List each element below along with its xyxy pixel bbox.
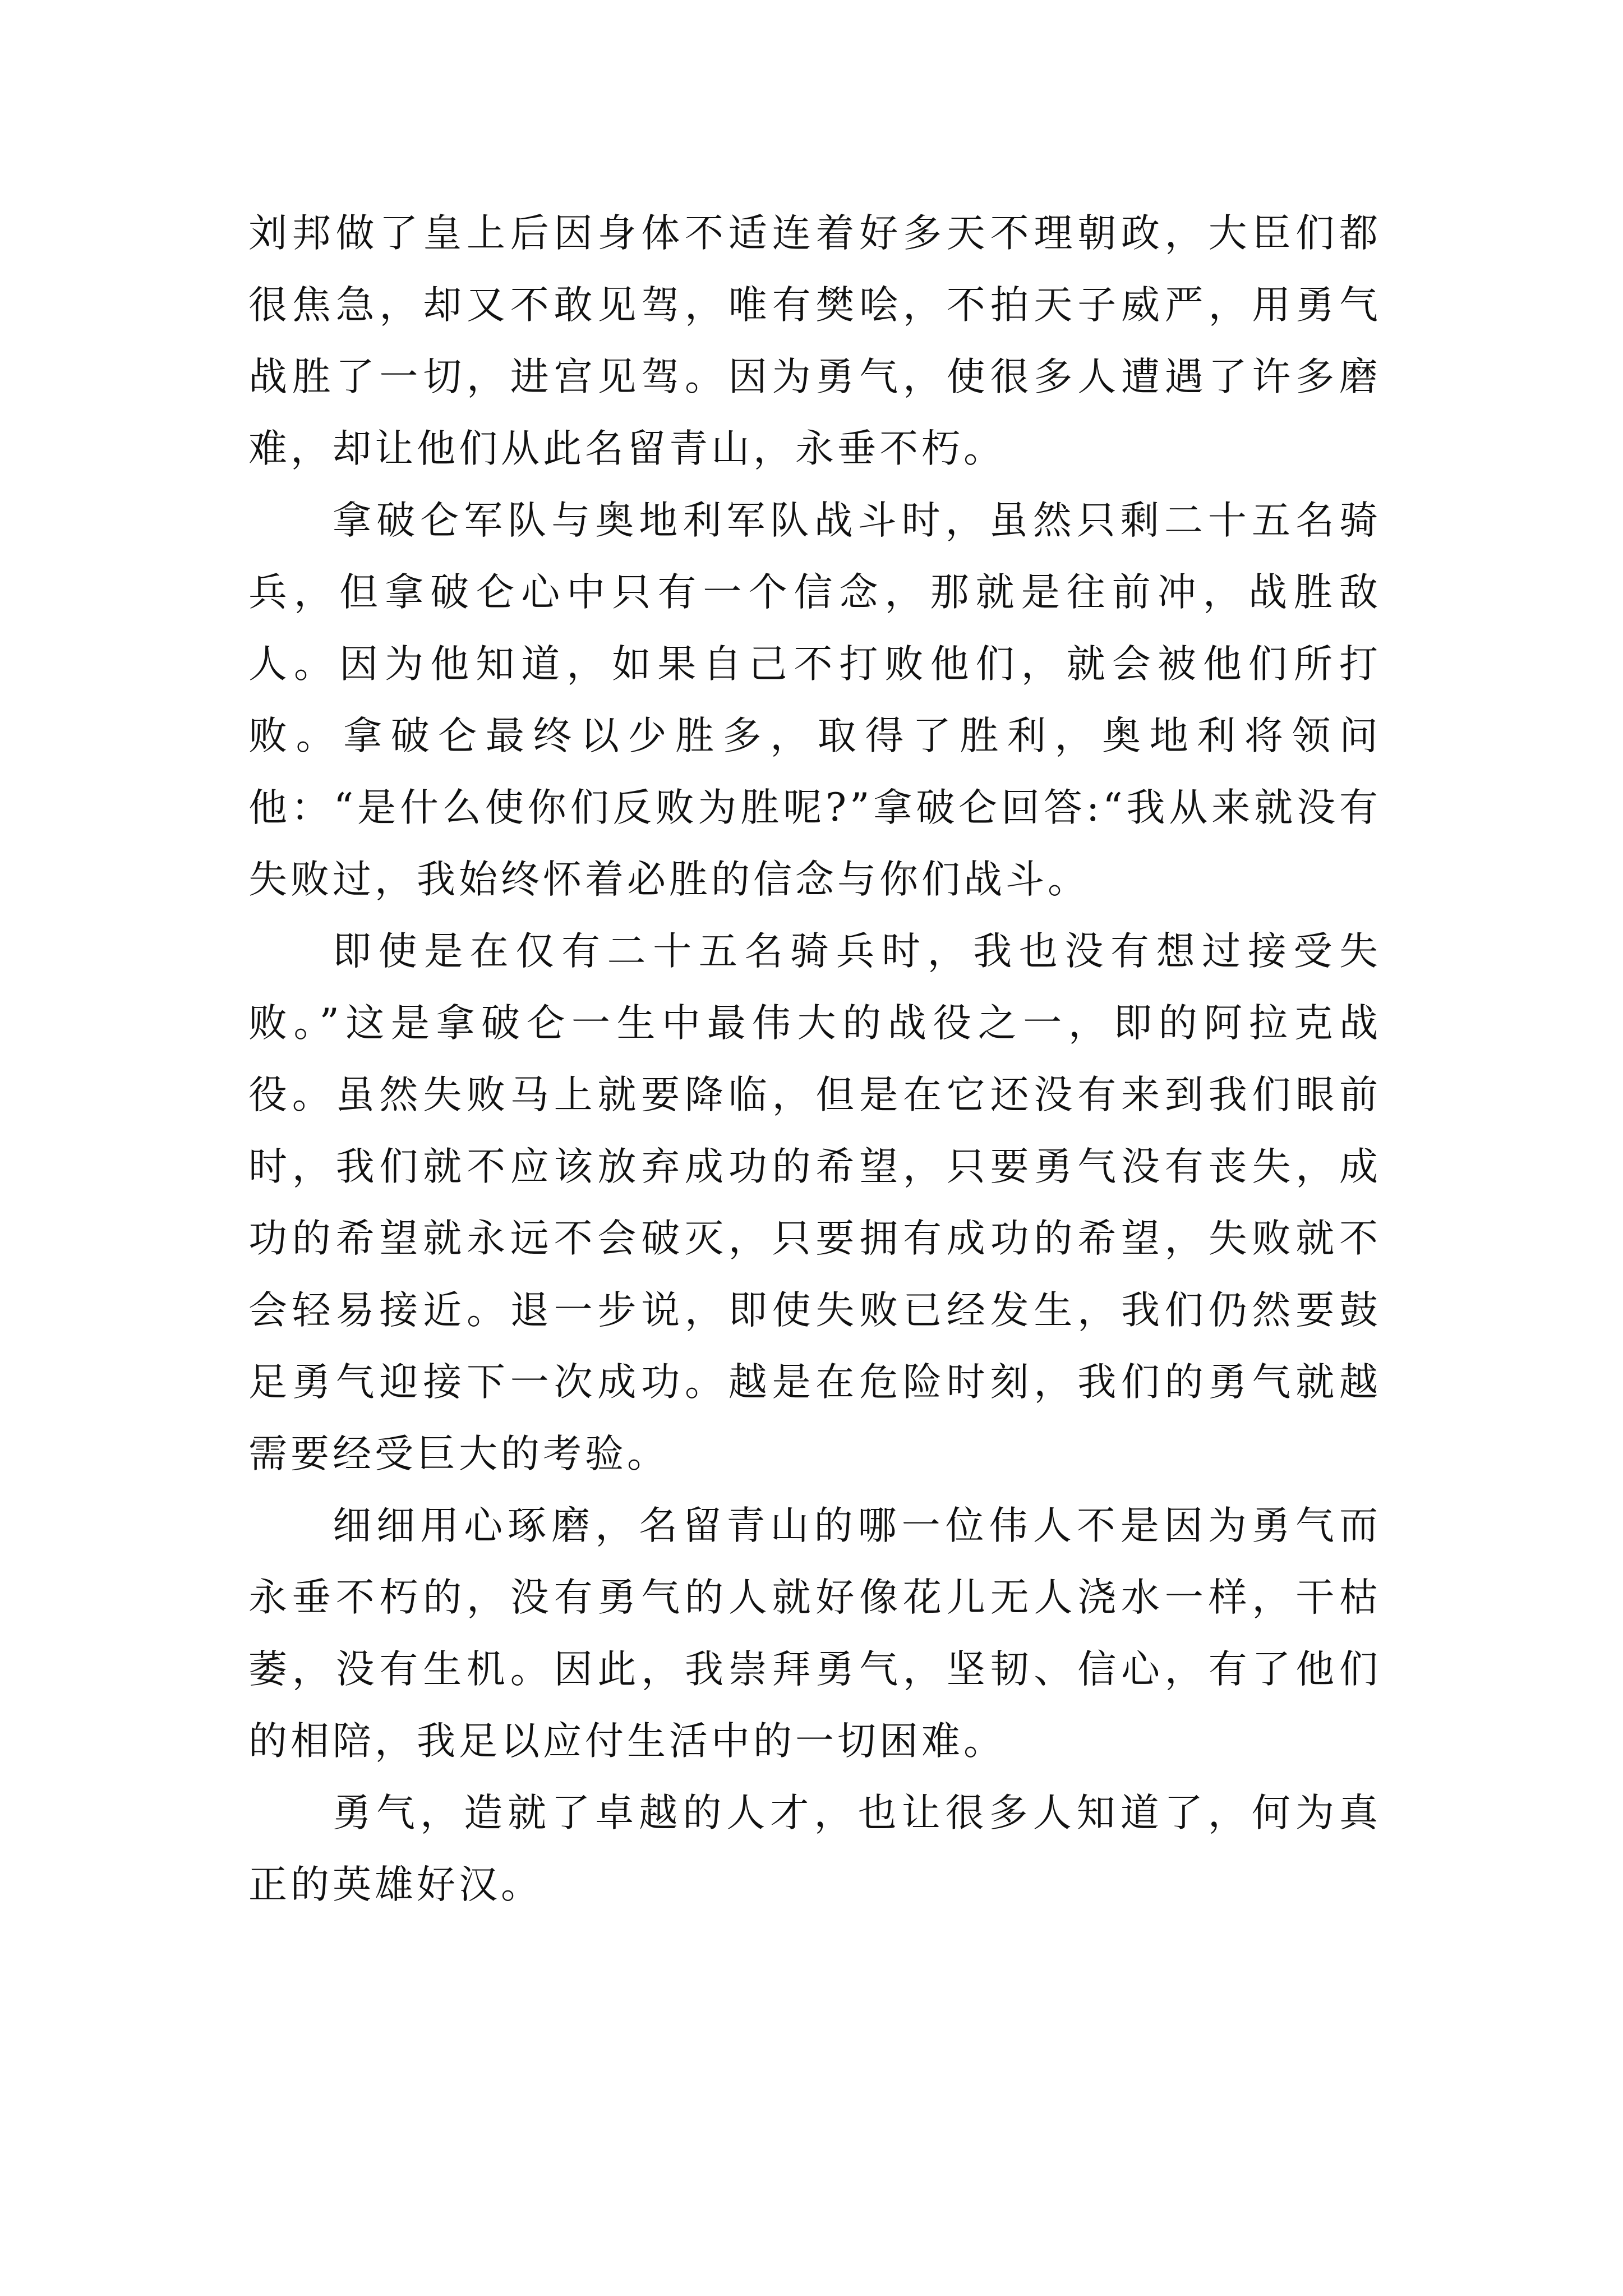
paragraph-napoleon-battle: 拿破仑军队与奥地利军队战斗时，虽然只剩二十五名骑兵，但拿破仑心中只有一个信念，那就是往前冲，战胜敌人。因为他知道，如果自己不打败他们，就会被他们所打败。拿破仑最终以少胜多，取得了胜利，奥地利将领问他：“是什么使你们反败为胜呢?”拿破仑回答:“我从来就没有失败过，我始终怀着必胜的信念与你们战斗。 xyxy=(248,498,1381,902)
document-body xyxy=(248,197,1381,1921)
paragraph-reflection: 细细用心琢磨，名留青山的哪一位伟人不是因为勇气而永垂不朽的，没有勇气的人就好像花儿无人浇水一样，干枯萎，没有生机。因此，我崇拜勇气，坚韧、信心，有了他们的相陪，我足以应付生活中的一切困难。 xyxy=(248,1503,1381,1764)
paragraph-conclusion: 勇气，造就了卓越的人才，也让很多人知道了，何为真正的英雄好汉。 xyxy=(248,1791,1381,1907)
paragraph-liu-bang: 刘邦做了皇上后因身体不适连着好多天不理朝政，大臣们都很焦急，却又不敢见驾，唯有樊哙，不拍天子威严，用勇气战胜了一切，进宫见驾。因为勇气，使很多人遭遇了许多磨难，却让他们从此名留青山，永垂不朽。 xyxy=(248,211,1381,471)
paragraph-never-give-up: 即使是在仅有二十五名骑兵时，我也没有想过接受失败。”这是拿破仑一生中最伟大的战役之一，即的阿拉克战役。虽然失败马上就要降临，但是在它还没有来到我们眼前时，我们就不应该放弃成功的希望，只要勇气没有丧失，成功的希望就永远不会破灭，只要拥有成功的希望，失败就不会轻易接近。退一步说，即使失败已经发生，我们仍然要鼓足勇气迎接下一次成功。越是在危险时刻，我们的勇气就越需要经受巨大的考验。 xyxy=(248,929,1381,1476)
